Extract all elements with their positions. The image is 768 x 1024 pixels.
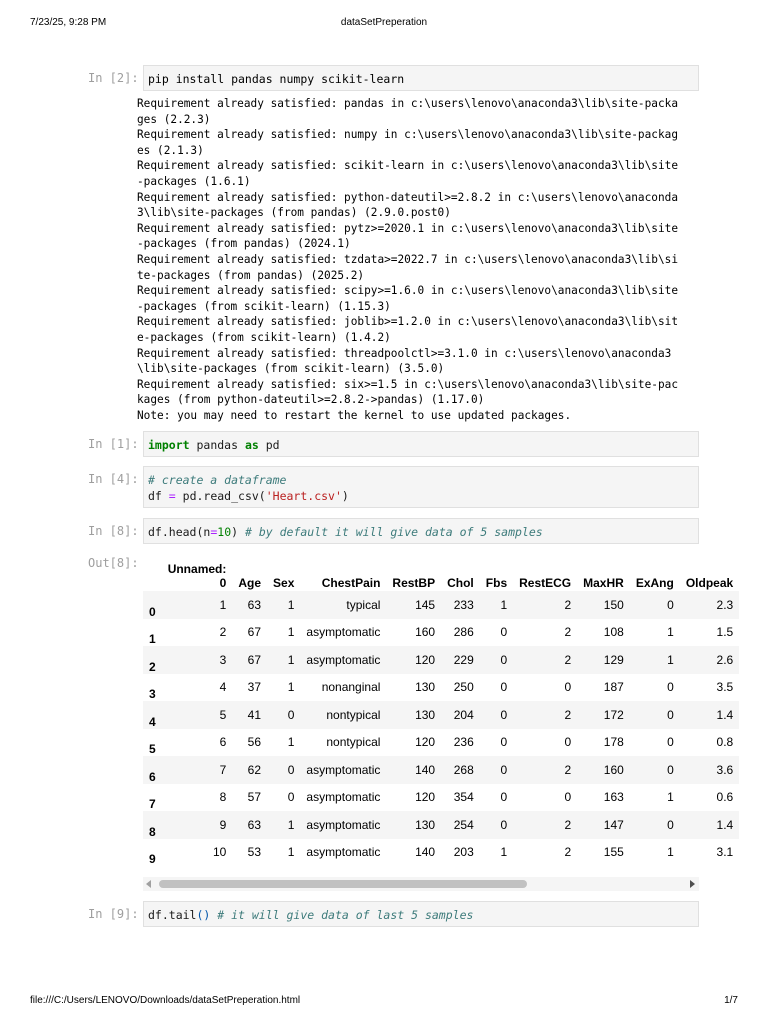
table-cell: 9 [219, 817, 227, 832]
row-index: 4 [149, 714, 156, 729]
table-cell: 57 [247, 790, 262, 805]
code-paren: ) [231, 525, 245, 539]
table-row [143, 811, 739, 839]
code-comment: # by default it will give data of 5 samples [244, 525, 543, 539]
table-row [143, 701, 739, 729]
scroll-right-icon[interactable] [690, 880, 695, 888]
output-line: \lib\site-packages (from scikit-learn) (3.5.0) [137, 362, 445, 376]
horizontal-scrollbar[interactable] [143, 877, 699, 891]
table-cell: 1.5 [716, 625, 734, 640]
row-index: 3 [149, 687, 156, 701]
table-cell: asymptomatic [306, 652, 381, 667]
table-cell: 155 [603, 845, 624, 860]
table-cell: 0 [500, 817, 508, 832]
table-cell: 130 [415, 817, 436, 832]
code-var: df [148, 489, 169, 503]
dataframe-table [143, 552, 739, 866]
cell-prompt: In [1]: [88, 437, 139, 451]
code-call: df.tail [148, 908, 197, 922]
table-cell: nontypical [326, 735, 381, 750]
output-line: 3\lib\site-packages (from pandas) (2.9.0.post0) [137, 206, 451, 220]
table-row [143, 729, 739, 757]
column-header: Chol [447, 576, 474, 590]
table-cell: 286 [453, 625, 474, 640]
table-cell: 236 [453, 735, 474, 750]
table-cell: 1 [667, 845, 674, 860]
table-cell: 233 [453, 597, 474, 612]
table-cell: 7 [219, 762, 227, 777]
code-operator: = [210, 525, 218, 539]
column-header: RestBP [392, 576, 436, 590]
table-cell: 63 [247, 817, 262, 832]
table-cell: asymptomatic [306, 625, 381, 640]
table-cell: 0 [667, 680, 674, 695]
print-page-number: 1/7 [724, 995, 738, 1006]
output-line: te-packages (from pandas) (2025.2) [137, 268, 365, 282]
table-row [143, 646, 739, 674]
row-index: 7 [149, 797, 156, 811]
table-cell: 0 [500, 790, 508, 805]
table-cell: 145 [415, 597, 436, 612]
table-cell: 203 [453, 845, 474, 860]
table-cell: 0 [500, 735, 508, 750]
column-header: ExAng [635, 576, 674, 590]
row-index: 8 [149, 824, 156, 839]
module-name: pandas [189, 438, 245, 452]
table-cell: 1 [667, 790, 674, 805]
table-cell: 268 [453, 762, 474, 777]
table-cell: 3 [219, 652, 227, 667]
table-cell: 0 [564, 735, 572, 750]
code-text: pip install pandas numpy scikit-learn [148, 72, 405, 86]
column-header: ChestPain [321, 576, 381, 590]
table-cell: 5 [219, 707, 227, 722]
output-line: e-packages (from scikit-learn) (1.4.2) [137, 330, 391, 344]
output-line: -packages (1.6.1) [137, 174, 251, 188]
table-cell: 37 [247, 680, 262, 695]
table-row [143, 756, 739, 784]
table-cell: 0 [667, 762, 674, 777]
table-row [143, 839, 739, 867]
column-header: RestECG [519, 576, 572, 590]
table-cell: typical [346, 597, 381, 612]
output-line: Requirement already satisfied: scikit-learn in c:\users\lenovo\anaconda3\lib\site [137, 159, 678, 173]
code-comment: # it will give data of last 5 samples [210, 908, 474, 922]
table-cell: 62 [247, 762, 262, 777]
table-cell: 56 [247, 735, 262, 750]
output-line: -packages (from scikit-learn) (1.15.3) [137, 299, 391, 313]
column-header: MaxHR [583, 576, 624, 590]
output-line: Note: you may need to restart the kernel to use updated packages. [137, 408, 572, 422]
table-cell: 204 [453, 707, 474, 722]
table-cell: asymptomatic [306, 845, 381, 860]
table-cell: 0 [287, 790, 295, 805]
alias-name: pd [258, 438, 280, 452]
code-input[interactable] [143, 466, 699, 508]
table-cell: 120 [415, 735, 436, 750]
table-cell: 0.8 [716, 735, 734, 750]
table-cell: 1 [500, 597, 508, 612]
row-index: 9 [149, 852, 156, 866]
output-prompt: Out[8]: [88, 556, 139, 570]
table-cell: asymptomatic [306, 790, 381, 805]
table-cell: 163 [603, 790, 624, 805]
dataframe-output [143, 552, 734, 892]
table-cell: 229 [453, 652, 474, 667]
table-cell: 2 [564, 597, 572, 612]
table-cell: 1 [287, 680, 295, 695]
scroll-left-icon[interactable] [146, 880, 151, 888]
code-comment: # create a dataframe [148, 473, 287, 487]
output-line: Requirement already satisfied: numpy in c:\users\lenovo\anaconda3\lib\site-packag [137, 128, 678, 142]
table-cell: 2 [564, 625, 572, 640]
table-cell: 67 [247, 625, 262, 640]
table-cell: 129 [603, 652, 624, 667]
column-header: Unnamed: 0 [167, 562, 227, 590]
table-cell: 1 [667, 625, 674, 640]
output-line: Requirement already satisfied: threadpoolctl>=3.1.0 in c:\users\lenovo\anaconda3 [137, 346, 672, 360]
cell-prompt: In [2]: [88, 71, 139, 85]
table-cell: 130 [415, 680, 436, 695]
code-operator: = [168, 489, 176, 503]
row-index: 5 [149, 742, 156, 756]
table-cell: 0 [564, 680, 572, 695]
code-paren: ) [341, 489, 349, 503]
table-cell: 2 [564, 817, 572, 832]
table-cell: 53 [247, 845, 262, 860]
table-row [143, 591, 739, 619]
table-cell: 160 [415, 625, 436, 640]
table-cell: 140 [415, 762, 436, 777]
table-row [143, 674, 739, 702]
table-cell: 178 [603, 735, 624, 750]
table-cell: 3.1 [716, 845, 734, 860]
table-cell: 8 [219, 790, 227, 805]
code-number: 10 [217, 525, 232, 539]
table-cell: 1 [219, 597, 227, 612]
table-cell: 150 [603, 597, 624, 612]
table-cell: asymptomatic [306, 817, 381, 832]
output-line: Requirement already satisfied: pytz>=2020.1 in c:\users\lenovo\anaconda3\lib\site [137, 221, 678, 235]
table-cell: 0 [667, 735, 674, 750]
table-cell: 2 [564, 707, 572, 722]
table-cell: 10 [213, 845, 227, 860]
table-cell: 1.4 [716, 817, 734, 832]
code-input[interactable] [143, 65, 699, 91]
table-cell: asymptomatic [306, 762, 381, 777]
output-line: Requirement already satisfied: scipy>=1.6.0 in c:\users\lenovo\anaconda3\lib\site [137, 284, 678, 298]
table-cell: 4 [219, 680, 227, 695]
table-cell: 1.4 [716, 707, 734, 722]
table-cell: 0 [500, 762, 508, 777]
table-cell: 2.6 [716, 652, 734, 667]
table-cell: 0 [667, 817, 674, 832]
row-index: 6 [149, 769, 156, 784]
code-input[interactable] [143, 431, 699, 457]
table-cell: 130 [415, 707, 436, 722]
table-cell: 1 [667, 652, 674, 667]
table-cell: 108 [603, 625, 624, 640]
table-cell: 2 [564, 762, 572, 777]
cell-prompt: In [9]: [88, 907, 139, 921]
table-cell: 0 [667, 597, 674, 612]
table-cell: 0 [667, 707, 674, 722]
output-line: ges (2.2.3) [137, 112, 211, 126]
table-cell: 0 [500, 707, 508, 722]
scrollbar-thumb[interactable] [159, 880, 527, 888]
table-cell: 67 [247, 652, 262, 667]
table-cell: 3.6 [716, 762, 734, 777]
table-cell: 1 [287, 735, 295, 750]
table-cell: 6 [219, 735, 227, 750]
output-line: es (2.1.3) [137, 143, 204, 157]
table-cell: 2 [564, 845, 572, 860]
column-header: Oldpeak [685, 576, 734, 590]
table-cell: 120 [415, 652, 436, 667]
column-header: Fbs [485, 576, 508, 590]
table-cell: 3.5 [716, 680, 734, 695]
code-input[interactable] [143, 901, 699, 927]
code-arg: n [203, 525, 211, 539]
table-cell: 1 [500, 845, 508, 860]
output-line: Requirement already satisfied: pandas in c:\users\lenovo\anaconda3\lib\site-packa [137, 97, 678, 110]
pip-output [137, 96, 701, 423]
table-cell: 63 [247, 597, 262, 612]
table-row [143, 784, 739, 812]
keyword-as: as [244, 438, 259, 452]
table-cell: 187 [603, 680, 624, 695]
column-header: Age [238, 576, 262, 590]
table-cell: 1 [287, 652, 295, 667]
table-cell: 120 [415, 790, 436, 805]
table-cell: 0 [500, 652, 508, 667]
output-line: Requirement already satisfied: python-dateutil>=2.8.2 in c:\users\lenovo\anaconda [137, 190, 678, 204]
output-line: kages (from python-dateutil>=2.8.2->pandas) (1.17.0) [137, 393, 485, 407]
print-url: file:///C:/Users/LENOVO/Downloads/dataSetPreperation.html [30, 995, 301, 1006]
table-cell: 250 [453, 680, 474, 695]
code-call: pd.read_csv( [175, 489, 266, 503]
table-cell: 0 [287, 762, 295, 777]
table-cell: 172 [603, 707, 624, 722]
row-index: 0 [149, 604, 156, 619]
code-input[interactable] [143, 518, 699, 544]
table-cell: 147 [603, 817, 624, 832]
output-line: Requirement already satisfied: tzdata>=2022.7 in c:\users\lenovo\anaconda3\lib\si [137, 252, 678, 266]
output-line: Requirement already satisfied: six>=1.5 in c:\users\lenovo\anaconda3\lib\site-pac [137, 377, 678, 391]
code-call: df.head( [148, 525, 204, 539]
table-cell: 1 [287, 597, 295, 612]
table-cell: 0 [287, 707, 295, 722]
table-cell: nonanginal [321, 680, 381, 695]
print-title: dataSetPreperation [340, 17, 428, 28]
column-header [143, 552, 162, 591]
table-header-row [143, 552, 739, 591]
code-paren: () [196, 908, 211, 922]
column-header: Sex [273, 576, 295, 590]
table-row [143, 619, 739, 647]
table-cell: 0 [500, 680, 508, 695]
table-cell: 2 [219, 625, 227, 640]
table-cell: 0.6 [716, 790, 734, 805]
row-index: 1 [149, 632, 156, 646]
table-cell: 2 [564, 652, 572, 667]
table-cell: 1 [287, 845, 295, 860]
table-cell: 160 [603, 762, 624, 777]
table-cell: 140 [415, 845, 436, 860]
output-line: -packages (from pandas) (2024.1) [137, 237, 351, 251]
table-cell: 0 [500, 625, 508, 640]
table-body [143, 591, 739, 867]
cell-prompt: In [8]: [88, 524, 139, 538]
table-cell: 1 [287, 625, 295, 640]
table-cell: nontypical [326, 707, 381, 722]
row-index: 2 [149, 659, 156, 674]
table-cell: 2.3 [716, 597, 734, 612]
table-cell: 254 [453, 817, 474, 832]
cell-prompt: In [4]: [88, 472, 139, 486]
code-string: 'Heart.csv' [265, 489, 342, 503]
table-cell: 0 [564, 790, 572, 805]
table-cell: 354 [453, 790, 474, 805]
print-datetime: 7/23/25, 9:28 PM [30, 17, 107, 28]
table-cell: 1 [287, 817, 295, 832]
output-line: Requirement already satisfied: joblib>=1.2.0 in c:\users\lenovo\anaconda3\lib\sit [137, 315, 678, 329]
table-cell: 41 [247, 707, 262, 722]
keyword-import: import [148, 438, 190, 452]
